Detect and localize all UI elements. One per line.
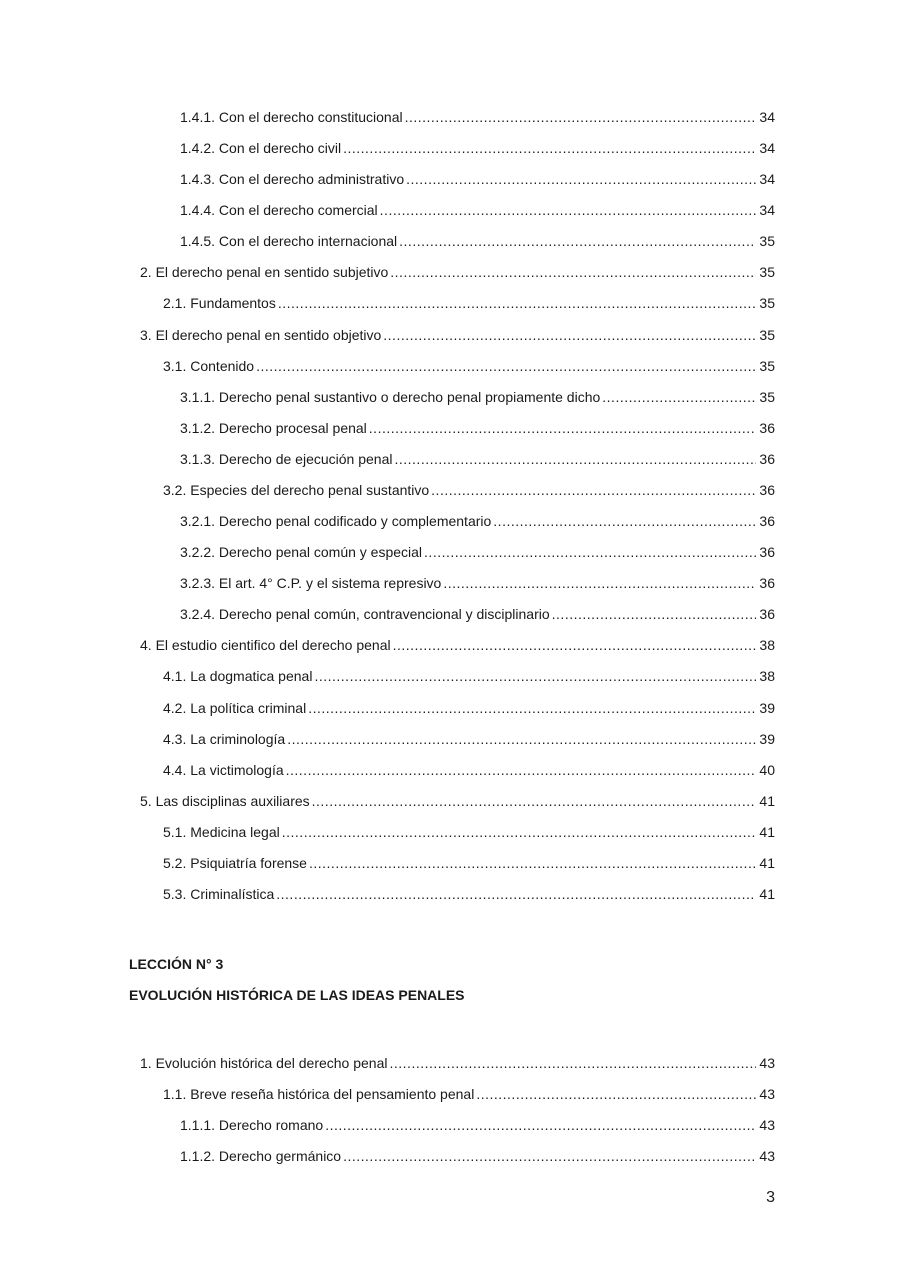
- toc-entry[interactable]: [180, 512, 775, 530]
- toc-entry-page-number: 38: [759, 668, 775, 685]
- toc-entry[interactable]: [163, 481, 775, 499]
- toc-entry-title: 3.1.1. Derecho penal sustantivo o derecho penal propiamente dicho: [180, 388, 601, 405]
- toc-dot-leader: [602, 388, 756, 406]
- toc-entry-title: 4.2. La política criminal: [163, 699, 307, 716]
- toc-dot-leader: [443, 574, 756, 592]
- toc-entry-title: 5.2. Psiquiatría forense: [163, 854, 307, 871]
- lesson-number-heading: LECCIÓN N° 3: [129, 956, 224, 972]
- toc-entry-page-number: 34: [759, 109, 775, 125]
- toc-entry[interactable]: [180, 232, 775, 250]
- toc-entry-page-number: 36: [759, 419, 775, 436]
- toc-dot-leader: [390, 263, 756, 281]
- toc-entry[interactable]: [180, 108, 775, 126]
- toc-entry-page-number: 41: [759, 854, 775, 871]
- toc-entry[interactable]: [163, 1085, 775, 1103]
- toc-entry[interactable]: [163, 823, 775, 841]
- toc-entry[interactable]: [180, 170, 775, 188]
- toc-entry[interactable]: [163, 730, 775, 748]
- toc-entry-page-number: 43: [759, 1117, 775, 1134]
- toc-entry-title: 1.4.4. Con el derecho comercial: [180, 202, 378, 219]
- toc-entry-page-number: 41: [759, 823, 775, 840]
- toc-entry-title: 3.2. Especies del derecho penal sustantivo: [163, 481, 430, 498]
- toc-dot-leader: [394, 450, 756, 468]
- toc-entry-title: 1.1. Breve reseña histórica del pensamiento penal: [163, 1086, 475, 1103]
- toc-entry-page-number: 43: [759, 1055, 775, 1071]
- toc-entry[interactable]: [180, 574, 775, 592]
- toc-entry[interactable]: [140, 792, 775, 810]
- toc-entry[interactable]: [163, 357, 775, 375]
- toc-entry[interactable]: [180, 388, 775, 406]
- toc-entry-page-number: 35: [759, 295, 775, 312]
- toc-dot-leader: [308, 699, 756, 717]
- toc-dot-leader: [312, 792, 757, 810]
- toc-entry-title: 3.1.2. Derecho procesal penal: [180, 419, 367, 436]
- toc-entry-title: 1.1.1. Derecho romano: [180, 1117, 324, 1134]
- page-number: 3: [766, 1189, 775, 1206]
- toc-entry[interactable]: [180, 605, 775, 623]
- toc-entry-title: 4. El estudio cientifico del derecho penal: [140, 637, 391, 654]
- toc-entry-page-number: 40: [759, 761, 775, 778]
- toc-entry-title: 4.4. La victimología: [163, 761, 284, 778]
- toc-entry[interactable]: [163, 885, 775, 903]
- toc-entry-title: 5. Las disciplinas auxiliares: [140, 792, 310, 809]
- toc-entry-title: 3.2.3. El art. 4° C.P. y el sistema represivo: [180, 575, 442, 592]
- toc-entry[interactable]: [163, 699, 775, 717]
- toc-entry-page-number: 35: [759, 233, 775, 250]
- toc-entry[interactable]: [180, 1147, 775, 1165]
- toc-entry[interactable]: [140, 263, 775, 281]
- toc-dot-leader: [399, 232, 756, 250]
- toc-entry[interactable]: [163, 761, 775, 779]
- toc-entry-page-number: 36: [759, 450, 775, 467]
- toc-entry-title: 5.1. Medicina legal: [163, 823, 280, 840]
- toc-entry-title: 5.3. Criminalística: [163, 886, 275, 902]
- toc-entry-page-number: 35: [759, 357, 775, 374]
- toc-dot-leader: [383, 326, 756, 344]
- toc-dot-leader: [476, 1085, 756, 1103]
- toc-entry-title: 1.4.2. Con el derecho civil: [180, 140, 342, 157]
- toc-entry-page-number: 43: [759, 1086, 775, 1103]
- toc-dot-leader: [552, 605, 757, 623]
- toc-dot-leader: [406, 170, 756, 188]
- toc-entry-page-number: 34: [759, 140, 775, 157]
- toc-entry[interactable]: [180, 419, 775, 437]
- toc-entry-page-number: 34: [759, 202, 775, 219]
- toc-dot-leader: [424, 543, 756, 561]
- toc-entry-title: 3.1.3. Derecho de ejecución penal: [180, 450, 393, 467]
- toc-entry-title: 3. El derecho penal en sentido objetivo: [140, 326, 382, 343]
- toc-entry[interactable]: [163, 667, 775, 685]
- lesson-title-heading: EVOLUCIÓN HISTÓRICA DE LAS IDEAS PENALES: [129, 987, 465, 1003]
- toc-entry[interactable]: [180, 450, 775, 468]
- toc-entry-page-number: 41: [759, 886, 775, 902]
- toc-entry-title: 4.1. La dogmatica penal: [163, 668, 313, 685]
- toc-entry[interactable]: [163, 294, 775, 312]
- toc-entry[interactable]: [140, 636, 775, 654]
- toc-dot-leader: [256, 357, 756, 375]
- toc-entry[interactable]: [180, 1116, 775, 1134]
- toc-entry-title: 3.2.4. Derecho penal común, contravencional y disciplinario: [180, 606, 550, 623]
- toc-entry-page-number: 41: [759, 792, 775, 809]
- toc-entry-title: 4.3. La criminología: [163, 730, 286, 747]
- toc-entry-page-number: 36: [759, 481, 775, 498]
- toc-dot-leader: [276, 885, 756, 903]
- toc-entry-title: 1. Evolución histórica del derecho penal: [140, 1055, 388, 1071]
- toc-entry-page-number: 36: [759, 575, 775, 592]
- toc-entry-title: 1.1.2. Derecho germánico: [180, 1148, 342, 1165]
- toc-dot-leader: [393, 636, 757, 654]
- toc-entry-title: 2.1. Fundamentos: [163, 295, 276, 312]
- toc-entry-page-number: 35: [759, 388, 775, 405]
- toc-entry-title: 2. El derecho penal en sentido subjetivo: [140, 264, 389, 281]
- toc-entry-page-number: 38: [759, 637, 775, 654]
- toc-entry-page-number: 35: [759, 326, 775, 343]
- toc-entry-title: 3.1. Contenido: [163, 357, 255, 374]
- toc-entry-page-number: 34: [759, 171, 775, 188]
- toc-dot-leader: [431, 481, 756, 499]
- toc-entry[interactable]: [180, 201, 775, 219]
- toc-dot-leader: [287, 730, 756, 748]
- toc-dot-leader: [380, 201, 757, 219]
- toc-entry-page-number: 39: [759, 730, 775, 747]
- toc-entry-title: 1.4.3. Con el derecho administrativo: [180, 171, 405, 188]
- toc-entry-page-number: 36: [759, 513, 775, 530]
- toc-entry[interactable]: [140, 1054, 775, 1072]
- toc-dot-leader: [343, 139, 756, 157]
- toc-entry-page-number: 39: [759, 699, 775, 716]
- toc-dot-leader: [325, 1116, 756, 1134]
- toc-dot-leader: [314, 667, 756, 685]
- toc-dot-leader: [369, 419, 757, 437]
- toc-dot-leader: [286, 761, 757, 779]
- toc-dot-leader: [282, 823, 757, 841]
- toc-entry-page-number: 43: [759, 1148, 775, 1165]
- toc-entry-page-number: 36: [759, 606, 775, 623]
- toc-entry-page-number: 35: [759, 264, 775, 281]
- toc-dot-leader: [278, 294, 757, 312]
- toc-entry[interactable]: [180, 139, 775, 157]
- toc-entry-title: 1.4.5. Con el derecho internacional: [180, 233, 398, 250]
- toc-dot-leader: [405, 108, 757, 126]
- toc-dot-leader: [343, 1147, 756, 1165]
- toc-dot-leader: [390, 1054, 757, 1072]
- toc-entry-title: 3.2.1. Derecho penal codificado y complementario: [180, 513, 492, 530]
- toc-dot-leader: [493, 512, 756, 530]
- toc-entry[interactable]: [180, 543, 775, 561]
- toc-entry-title: 1.4.1. Con el derecho constitucional: [180, 109, 403, 125]
- toc-dot-leader: [309, 854, 756, 872]
- toc-entry-page-number: 36: [759, 544, 775, 561]
- toc-entry[interactable]: [163, 854, 775, 872]
- toc-entry-title: 3.2.2. Derecho penal común y especial: [180, 544, 423, 561]
- toc-entry[interactable]: [140, 326, 775, 344]
